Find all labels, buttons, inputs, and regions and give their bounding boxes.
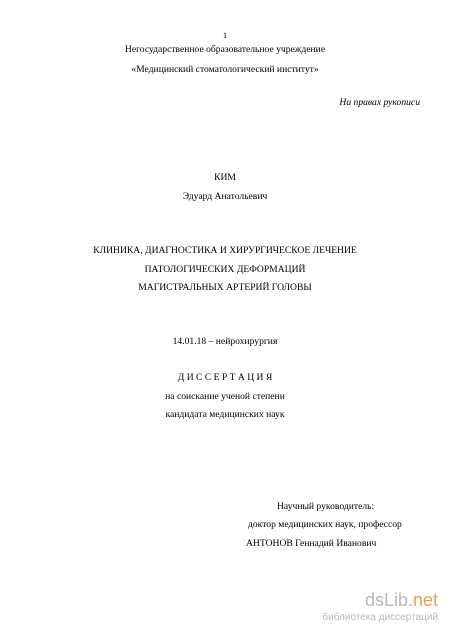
- page-number: 1: [222, 30, 228, 40]
- supervisor-label: Научный руководитель:: [277, 501, 375, 512]
- author-surname: КИМ: [214, 172, 236, 183]
- institution-line-1: Негосударственное образовательное учреждение: [124, 44, 326, 55]
- title-line-2: ПАТОЛОГИЧЕСКИХ ДЕФОРМАЦИЙ: [144, 264, 306, 275]
- degree-line-1: на соискание ученой степени: [165, 391, 285, 402]
- watermark: [322, 590, 438, 628]
- supervisor-name: АНТОНОВ Геннадий Иванович: [246, 538, 377, 549]
- institution-line-2: «Медицинский стоматологический институт»: [131, 64, 319, 75]
- document-type: Д И С С Е Р Т А Ц И Я: [177, 372, 273, 383]
- supervisor-credentials: доктор медицинских наук, профессор: [248, 519, 402, 530]
- specialty: 14.01.18 – нейрохирургия: [172, 336, 278, 347]
- author-given-names: Эдуард Анатольевич: [182, 191, 268, 202]
- degree-line-2: кандидата медицинских наук: [165, 409, 285, 420]
- watermark-logo: [365, 590, 438, 610]
- manuscript-note: На правах рукописи: [339, 97, 420, 108]
- title-line-1: КЛИНИКА, ДИАГНОСТИКА И ХИРУРГИЧЕСКОЕ ЛЕЧЕНИЕ: [93, 245, 357, 256]
- watermark-logo-main: dsLib: [364, 590, 408, 610]
- watermark-subtitle: библиотека диссертаций: [322, 612, 438, 623]
- watermark-logo-accent: .net: [407, 590, 438, 610]
- title-line-3: МАГИСТРАЛЬНЫХ АРТЕРИЙ ГОЛОВЫ: [138, 282, 312, 293]
